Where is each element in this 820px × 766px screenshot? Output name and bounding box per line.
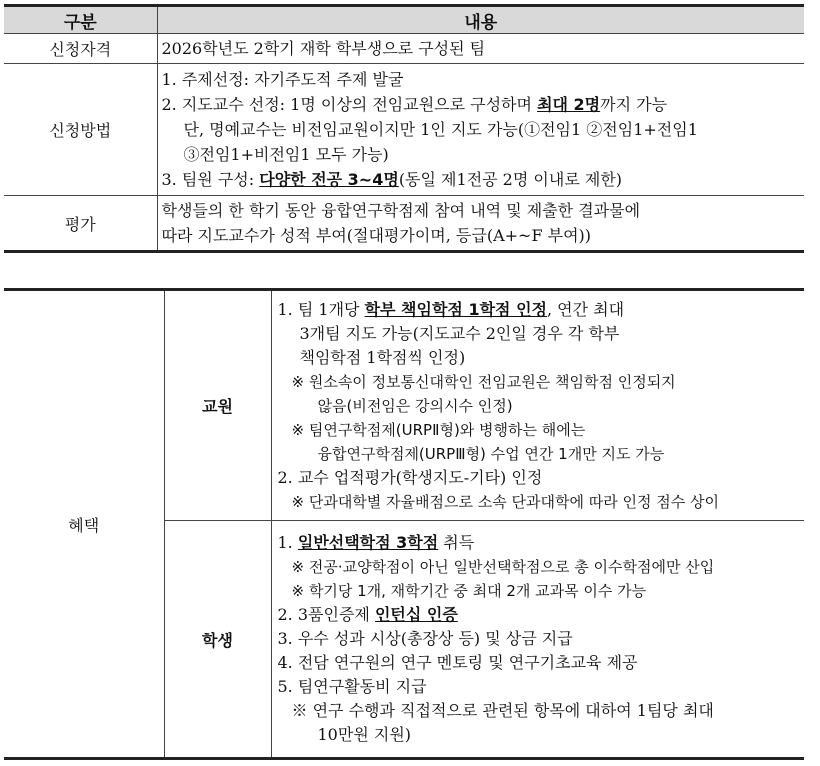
faculty-note-1b: 않음(비전임은 강의시수 인정) <box>317 396 513 415</box>
student-note-3a: ※ 연구 수행과 직접적으로 관련된 항목에 대하여 1팀당 최대 <box>291 701 714 720</box>
credit-recognition-highlight: 학부 책임학점 1학점 인정 <box>364 299 547 319</box>
evaluation-content <box>157 196 804 252</box>
method-line-1: 1. 주제선정: 자기주도적 주제 발굴 <box>161 70 404 89</box>
faculty-note-1a: ※ 원소속이 정보통신대학인 전임교원은 책임학점 인정되지 <box>291 372 676 391</box>
application-info-table <box>4 4 804 253</box>
student-line-2 <box>278 603 805 627</box>
faculty-label: 교원 <box>164 290 271 521</box>
benefits-table <box>4 288 804 760</box>
student-note-3b: 10만원 지원) <box>317 725 412 744</box>
eligibility-row <box>4 34 804 64</box>
method-line-2-tail: 까지 가능 <box>600 95 668 114</box>
max-advisors-highlight: 최대 2명 <box>537 95 601 114</box>
evaluation-line-1: 학생들의 한 학기 동안 융합연구학점제 참여 내역 및 제출한 결과물에 <box>161 201 641 220</box>
eligibility-label: 신청자격 <box>4 34 157 64</box>
faculty-note-2a: ※ 팀연구학점제(URPⅡ형)와 병행하는 해에는 <box>291 420 586 439</box>
faculty-content <box>271 290 804 521</box>
method-line-5-tail: (동일 제1전공 2명 이내로 제한) <box>398 170 623 189</box>
method-row <box>4 64 804 196</box>
header-row <box>4 6 804 34</box>
student-line-3: 3. 우수 성과 시상(총장상 등) 및 상금 지급 <box>277 629 573 648</box>
header-category: 구분 <box>4 6 157 34</box>
method-label: 신청방법 <box>4 64 157 196</box>
method-line-5 <box>162 167 805 192</box>
student-label: 학생 <box>164 521 271 759</box>
student-line-5: 5. 팀연구활동비 지급 <box>277 677 427 696</box>
evaluation-row <box>4 196 804 252</box>
faculty-note-3: ※ 단과대학별 자율배점으로 소속 단과대학에 따라 인정 점수 상이 <box>291 492 719 511</box>
internship-highlight: 인턴십 인증 <box>374 605 458 624</box>
faculty-line-3: 책임학점 1학점씩 인정) <box>299 347 466 367</box>
faculty-line-1 <box>278 298 805 322</box>
method-line-5-text: 3. 팀원 구성: <box>161 170 260 189</box>
faculty-line-1-text: 1. 팀 1개당 <box>277 299 365 319</box>
method-line-4: ③전임1+비전임1 모두 가능) <box>183 145 389 164</box>
team-size-highlight: 다양한 전공 3~4명 <box>259 170 399 189</box>
faculty-line-1-tail: , 연간 최대 <box>546 299 625 319</box>
evaluation-label: 평가 <box>4 196 157 252</box>
faculty-line-2: 3개팀 지도 가능(지도교수 2인일 경우 각 학부 <box>299 323 620 343</box>
student-content <box>271 521 804 759</box>
evaluation-line-2: 따라 지도교수가 성적 부여(절대평가이며, 등급(A+~F 부여)) <box>161 226 592 245</box>
student-line-2-text: 2. 3품인증제 <box>277 605 375 624</box>
method-content <box>157 64 804 196</box>
student-line-1 <box>278 531 805 555</box>
benefit-label: 혜택 <box>4 290 164 759</box>
method-line-3: 단, 명예교수는 비전임교원이지만 1인 지도 가능(①전임1 ②전임1+전임1 <box>183 120 698 139</box>
student-note-1: ※ 전공·교양학점이 아닌 일반선택학점으로 총 이수학점에만 산입 <box>291 558 715 576</box>
general-credit-highlight: 일반선택학점 3학점 <box>297 533 439 552</box>
faculty-row <box>4 290 804 521</box>
student-line-1-text: 1. <box>277 533 298 552</box>
method-line-2-text: 2. 지도교수 선정: 1명 이상의 전임교원으로 구성하며 <box>161 95 538 114</box>
eligibility-text: 2026학년도 2학기 재학 학부생으로 구성된 팀 <box>157 34 804 64</box>
student-line-1-tail: 취득 <box>438 533 475 552</box>
student-note-2: ※ 학기당 1개, 재학기간 중 최대 2개 교과목 이수 가능 <box>291 582 647 600</box>
method-line-2 <box>162 92 805 117</box>
faculty-note-2b: 융합연구학점제(URPⅢ형) 수업 연간 1개만 지도 가능 <box>317 444 665 463</box>
student-line-4: 4. 전담 연구원의 연구 멘토링 및 연구기초교육 제공 <box>277 653 638 672</box>
faculty-line-4: 2. 교수 업적평가(학생지도-기타) 인정 <box>277 467 543 487</box>
header-content: 내용 <box>157 6 804 34</box>
